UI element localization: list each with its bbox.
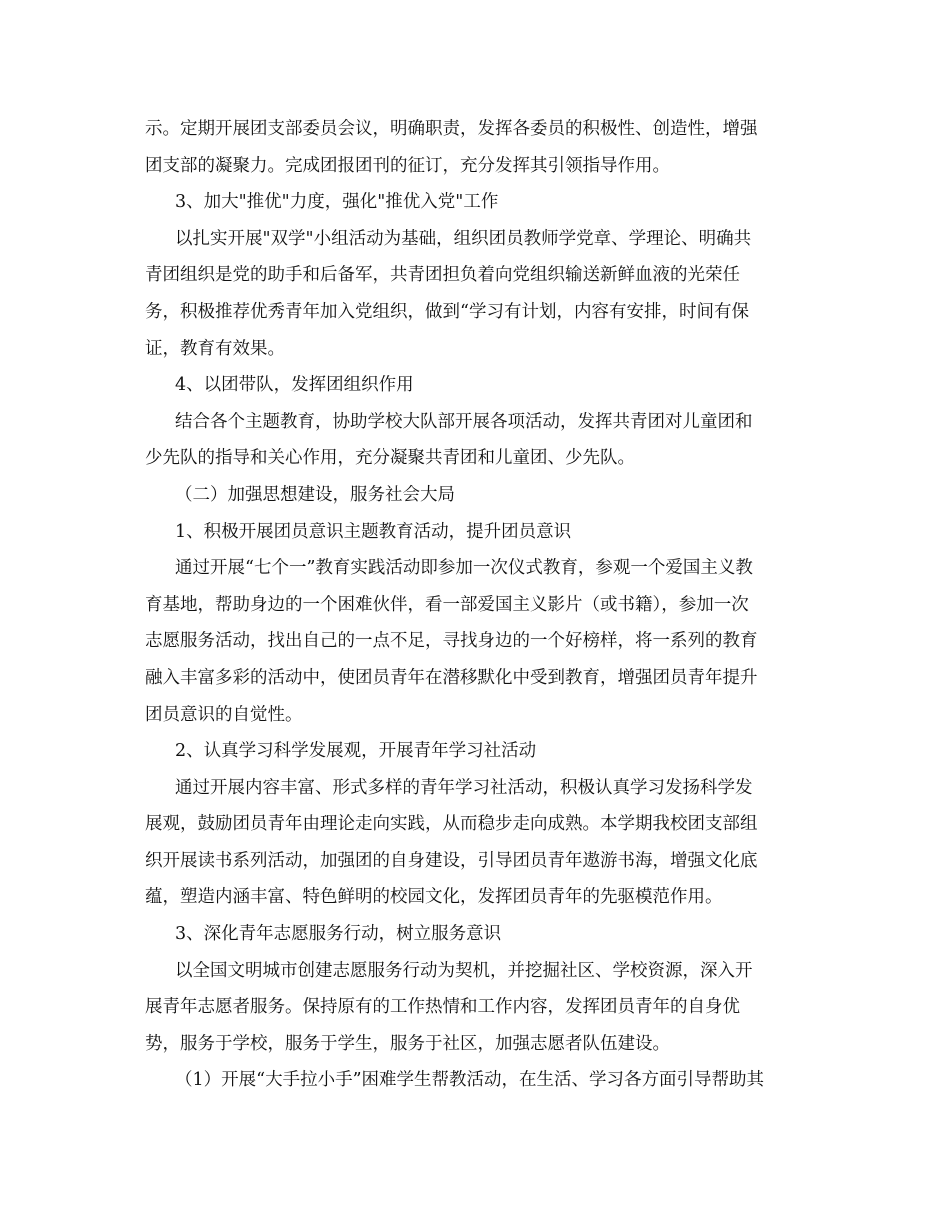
text-line: 势，服务于学校，服务于学生，服务于社区，加强志愿者队伍建设。 <box>145 1033 670 1054</box>
text-line: 示。定期开展团支部委员会议，明确职责，发挥各委员的积极性、创造性，增强 <box>145 119 758 139</box>
text-line: 展青年志愿者服务。保持原有的工作热情和工作内容，发挥团员青年的自身优 <box>145 997 740 1018</box>
text-line: 蕴，塑造内涵丰富、特色鲜明的校园文化，发挥团员青年的先驱模范作用。 <box>145 887 723 908</box>
text-line: 以全国文明城市创建志愿服务行动为契机，并挖掘社区、学校资源，深入开 <box>175 960 753 981</box>
text-line: （1）开展“大手拉小手”困难学生帮教活动，在生活、学习各方面引导帮助其 <box>175 1070 765 1091</box>
text-line: （二）加强思想建设，服务社会大局 <box>175 484 455 505</box>
document-body <box>145 111 805 1099</box>
text-line: 通过开展“七个一”教育实践活动即参加一次仪式教育，参观一个爱国主义教 <box>175 558 753 579</box>
text-line: 3、深化青年志愿服务行动，树立服务意识 <box>175 924 502 945</box>
text-line: 1、积极开展团员意识主题教育活动，提升团员意识 <box>175 521 572 542</box>
text-line: 3、加大"推优"力度，强化"推优入党"工作 <box>175 192 499 213</box>
text-line: 团支部的凝聚力。完成团报团刊的征订，充分发挥其引领指导作用。 <box>145 155 670 176</box>
text-line: 4、以团带队，发挥团组织作用 <box>175 375 414 396</box>
text-line: 2、认真学习科学发展观，开展青年学习社活动 <box>175 741 537 762</box>
text-line: 结合各个主题教育，协助学校大队部开展各项活动，发挥共青团对儿童团和 <box>175 411 753 432</box>
text-line: 融入丰富多彩的活动中，使团员青年在潜移默化中受到教育，增强团员青年提升 <box>145 667 758 688</box>
text-line: 以扎实开展"双学"小组活动为基础，组织团员教师学党章、学理论、明确共 <box>175 228 752 249</box>
text-line: 少先队的指导和关心作用，充分凝聚共青团和儿童团、少先队。 <box>145 448 635 469</box>
text-line: 育基地，帮助身边的一个困难伙伴，看一部爱国主义影片（或书籍），参加一次 <box>145 594 749 615</box>
text-line: 展观，鼓励团员青年由理论走向实践，从而稳步走向成熟。本学期我校团支部组 <box>145 814 758 835</box>
text-line: 通过开展内容丰富、形式多样的青年学习社活动，积极认真学习发扬科学发 <box>175 777 753 798</box>
text-line: 务，积极推荐优秀青年加入党组织，做到“学习有计划，内容有安排，时间有保 <box>145 301 749 322</box>
text-line: 织开展读书系列活动，加强团的自身建设，引导团员青年遨游书海，增强文化底 <box>145 850 758 871</box>
text-line: 证，教育有效果。 <box>145 338 285 359</box>
text-line: 青团组织是党的助手和后备军，共青团担负着向党组织输送新鲜血液的光荣任 <box>145 265 740 286</box>
text-line: 志愿服务活动，找出自己的一点不足，寻找身边的一个好榜样，将一系列的教育 <box>145 631 758 652</box>
text-line: 团员意识的自觉性。 <box>145 704 303 725</box>
